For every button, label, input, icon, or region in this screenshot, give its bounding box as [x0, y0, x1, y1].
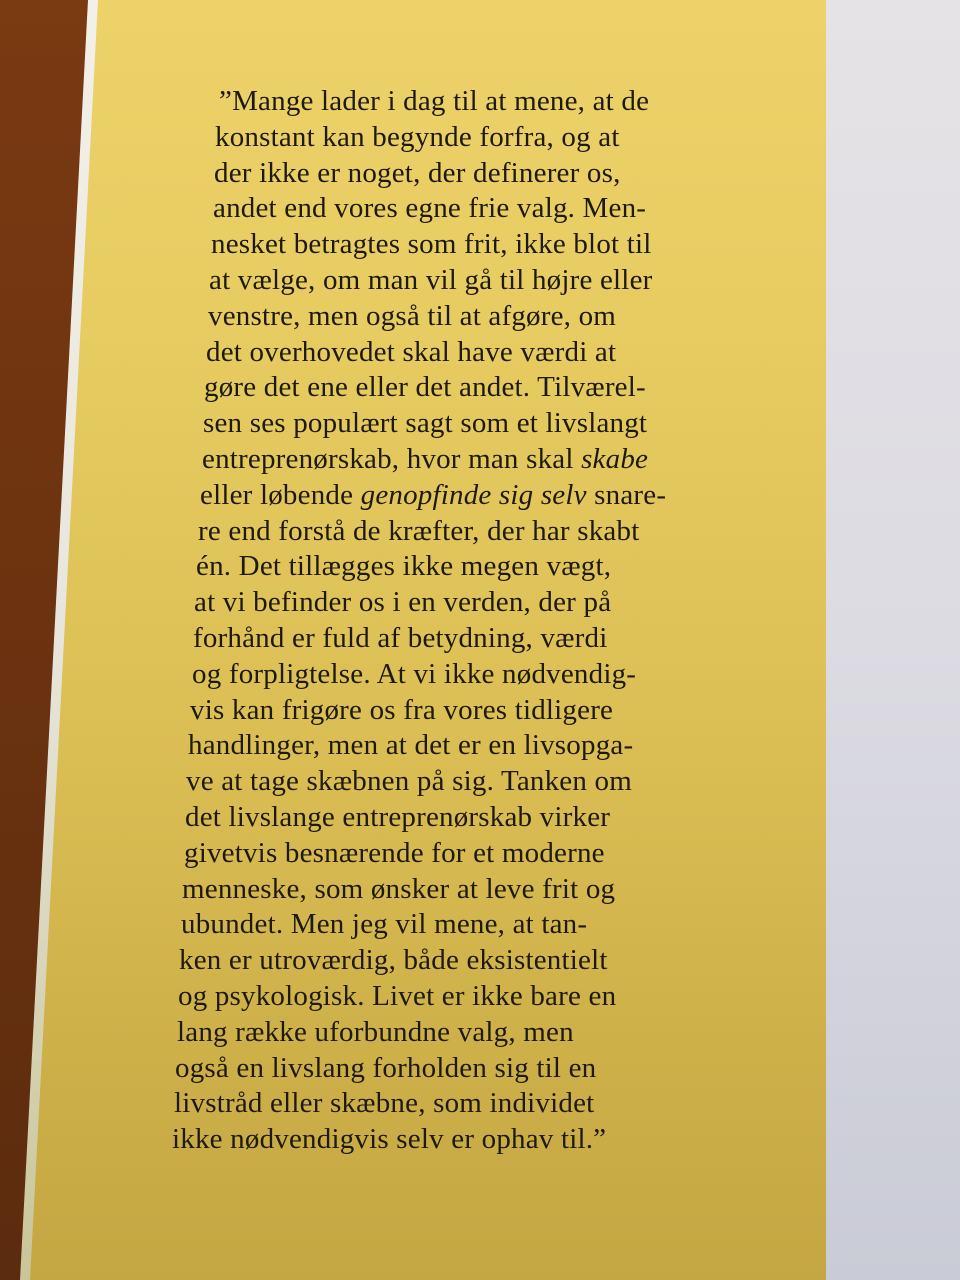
quote-line: ”Mange lader i dag til at mene, at de: [219, 85, 650, 117]
quote-line: menneske, som ønsker at leve frit og: [182, 872, 616, 905]
quote-line: at vi befinder os i en verden, der på: [194, 586, 612, 619]
quote-line: [0, 442, 826, 478]
quote-line: venstre, men også til at afgøre, om: [208, 299, 617, 332]
quote-line: livstråd eller skæbne, som individet: [174, 1087, 595, 1120]
quote-line: ken er utroværdig, både eksistentielt: [179, 944, 608, 977]
quote-line: sen ses populært sagt som et livslangt: [203, 407, 648, 440]
quote-line: konstant kan begynde forfra, og at: [215, 120, 620, 153]
quote-line: og psykologisk. Livet er ikke bare en: [178, 979, 617, 1012]
quote-line: givetvis besnærende for et moderne: [184, 836, 605, 869]
quote-line: handlinger, men at det er en livsopga-: [188, 729, 634, 762]
quote-line: gøre det ene eller det andet. Tilværel-: [204, 371, 646, 404]
quote-line: [0, 478, 826, 514]
quote-line: andet end vores egne frie valg. Men-: [213, 192, 647, 225]
quote-line: ikke nødvendigvis selv er ophav til.”: [172, 1123, 607, 1156]
quote-line: ve at tage skæbnen på sig. Tanken om: [186, 765, 632, 798]
quote-line: forhånd er fuld af betydning, værdi: [193, 621, 608, 654]
white-paper-background: [826, 0, 960, 1280]
quote-line-text: eller løbende: [200, 478, 361, 511]
quote-line: vis kan frigøre os fra vores tidligere: [190, 693, 614, 726]
quote-line-text: snare-: [586, 478, 667, 511]
quote-line: der ikke er noget, der definerer os,: [214, 156, 621, 189]
quote-line: ubundet. Men jeg vil mene, at tan-: [181, 908, 588, 941]
quote-text-block: [0, 84, 826, 1158]
italic-emphasis: skabe: [581, 442, 649, 475]
quote-line: det livslange entreprenørskab virker: [185, 800, 611, 833]
quote-line: én. Det tillægges ikke megen vægt,: [196, 550, 612, 583]
quote-line: og forpligtelse. At vi ikke nødvendig-: [192, 657, 637, 690]
italic-emphasis: genopfinde sig selv: [360, 478, 587, 511]
quote-line: også en livslang forholden sig til en: [175, 1051, 597, 1084]
quote-line: nesket betragtes som frit, ikke blot til: [211, 228, 652, 261]
quote-line-text: entreprenørskab, hvor man skal: [202, 442, 582, 475]
quote-line: at vælge, om man vil gå til højre eller: [209, 263, 653, 296]
quote-line: det overhovedet skal have værdi at: [206, 335, 617, 368]
quote-line: lang række uforbundne valg, men: [177, 1015, 574, 1048]
quote-line: re end forstå de kræfter, der har skabt: [198, 514, 640, 547]
